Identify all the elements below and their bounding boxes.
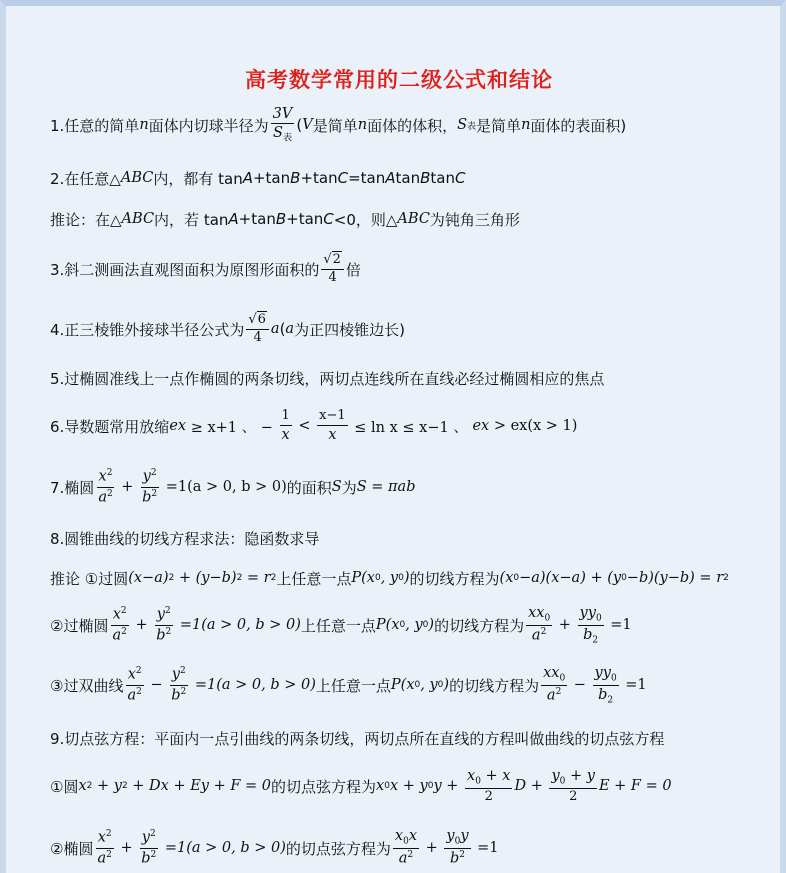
fraction: $\frac{x^2}{a^2}$ (98, 468, 113, 505)
numerator: x (112, 606, 121, 623)
text: tan (395, 169, 421, 187)
text: 7.椭圆 (50, 478, 95, 497)
denominator: 2 (569, 788, 578, 804)
math: A (228, 210, 239, 228)
numerator: y (156, 606, 165, 623)
denominator: b (142, 488, 152, 505)
numerator: 1 (280, 409, 292, 426)
subscript: 表 (467, 121, 477, 132)
math: + Dx + Ey + F = 0 (127, 778, 272, 794)
text: 的面积 (286, 478, 332, 497)
numerator: xx (543, 665, 560, 682)
text: ①圆 (50, 777, 79, 796)
math: A (242, 169, 253, 187)
math: a (285, 321, 295, 337)
fraction: $\frac{yy_0}{b_2}$ (594, 664, 617, 706)
numerator: 3V (271, 106, 295, 125)
denominator: b (598, 686, 608, 703)
text: 8.圆锥曲线的切线方程求法：隐函数求导 (50, 529, 320, 548)
math: C (454, 169, 466, 187)
math: > ex(x > 1) (489, 418, 578, 434)
text: 为 (341, 478, 357, 497)
math: (x (499, 570, 514, 586)
text: 为正四棱锥边长) (294, 320, 405, 339)
math: x (78, 778, 87, 794)
math: ) (428, 617, 435, 633)
formula-line-3 (50, 199, 520, 239)
fraction: $\frac{xx_0}{a^2}$ (528, 605, 551, 644)
math: − (145, 677, 168, 693)
text: 2.在任意△ (50, 169, 121, 188)
fraction: $\frac{x^2}{a^2}$ (127, 666, 142, 703)
math: =1(a > 0, b > 0) (160, 840, 286, 856)
denominator: a (127, 686, 137, 703)
text: +tan (252, 169, 291, 187)
fraction: $\frac{y^2}{b^2}$ (142, 468, 158, 505)
fraction: $\frac{x^2}{a^2}$ (97, 829, 112, 866)
fraction: $\frac{y_0 + y}{2}$ (551, 767, 595, 804)
numerator: x (98, 468, 107, 485)
math: P(x (390, 677, 415, 693)
formula-line-11: ②过椭圆 $\frac{x^2}{a^2}$ + $\frac{y^2}{b^2}$ =1(a > 0, b > 0) 上任意一点 P(x 0 , y 0 ) 的切线方程为 $\frac{xx_0}{a^2}$ + $\frac{yy_0}{b_2}$ =1 (50, 604, 632, 646)
math: x (376, 778, 385, 794)
math: B (275, 210, 287, 228)
fraction: $\frac{x_0 + x}{2}$ (467, 767, 511, 804)
denominator: 4 (253, 329, 262, 345)
math: , y (380, 570, 399, 586)
fraction: $\frac{y_0y}{b^2}$ (446, 828, 469, 867)
formula-line-5 (50, 309, 405, 349)
math: S (457, 117, 468, 133)
text: +tan (300, 169, 338, 187)
math: ≥ x+1 、 − (186, 419, 278, 436)
numerator: x (394, 828, 404, 845)
math: =1(a > 0, b > 0) (175, 617, 301, 633)
text: 是简单 (476, 116, 522, 135)
text: 内，若 tan (154, 210, 229, 229)
denominator: a (531, 627, 541, 644)
numerator: x−1 (317, 409, 348, 426)
fraction (271, 106, 295, 145)
math: P(x (375, 617, 400, 633)
formula-line-9 (50, 518, 319, 558)
text: 4.正三棱锥外接球半径公式为 (50, 320, 245, 339)
denominator: a (98, 488, 107, 505)
fraction: $\frac{√6}{4}$ (246, 313, 269, 346)
math: n (139, 117, 149, 133)
formula-line-4 (50, 249, 361, 289)
numerator: y (446, 828, 455, 845)
numerator: xx (528, 605, 545, 622)
fraction: $\frac{y^2}{b^2}$ (171, 666, 187, 703)
math: , y (405, 617, 423, 633)
formula-line-1 (50, 105, 626, 145)
text: 倍 (345, 260, 361, 279)
denominator: x (328, 426, 337, 443)
numerator: y (171, 666, 180, 683)
math: =1(a > 0, b > 0) (190, 677, 316, 693)
text: 为钝角三角形 (429, 210, 520, 229)
math: A (385, 169, 396, 187)
math: , y (420, 677, 438, 693)
math: + (554, 617, 576, 633)
text: 内，都有 tan (153, 169, 243, 188)
math: n (357, 117, 368, 133)
denominator: a (112, 626, 122, 643)
math: ) (443, 677, 450, 693)
numerator: + y (565, 767, 595, 784)
denominator: S (273, 125, 283, 142)
math: −b)(y−b) = r (626, 570, 724, 586)
text: 1.任意的简单 (50, 116, 140, 135)
math: E + F = 0 (598, 778, 672, 794)
text: +tan (286, 210, 324, 228)
fraction: $\frac{x^2}{a^2}$ (112, 606, 127, 643)
math: C (323, 210, 334, 228)
numerator: y (142, 468, 151, 485)
math: C (337, 169, 349, 187)
text: 是简单 (312, 116, 358, 135)
text: 上任意一点 (315, 676, 391, 695)
numerator: x (467, 767, 476, 784)
radicand: 6 (257, 311, 266, 327)
denominator: a (546, 687, 556, 704)
fraction: $\frac{yy_0}{b_2}$ (579, 604, 602, 646)
denominator: a (97, 849, 107, 866)
numerator: x (97, 829, 106, 846)
text: 6.导数题常用放缩 (50, 417, 170, 436)
math: S (331, 479, 342, 495)
math: x + y (389, 778, 428, 794)
denominator: b (449, 850, 460, 867)
text: 推论：在△ (50, 210, 122, 229)
math: −a)(x−a) + (y (519, 570, 622, 586)
text: tan (430, 169, 455, 187)
math: = r (242, 570, 271, 586)
math: + (130, 617, 153, 633)
denominator: a (398, 850, 408, 867)
math: B (290, 169, 301, 187)
math: =1 (620, 677, 647, 693)
numerator: yy (594, 664, 611, 681)
fraction: $\frac{xx_0}{a^2}$ (543, 665, 566, 704)
formula-line-6 (50, 358, 604, 398)
math: V (302, 117, 313, 133)
text: 面体的表面积) (530, 116, 627, 135)
denominator: x (281, 426, 290, 443)
numerator: + x (480, 767, 511, 784)
math: ABC (120, 170, 154, 186)
numerator: y (551, 767, 560, 784)
text: 的切线方程为 (449, 676, 540, 695)
fraction: $\frac{√2}{4}$ (321, 253, 344, 286)
math: + (421, 840, 443, 856)
math: (x−a) (128, 570, 169, 586)
math: + (y−b) (174, 570, 237, 586)
text: ②椭圆 (50, 839, 94, 858)
denominator: b (583, 626, 593, 643)
text: 9.切点弦方程：平面内一点引曲线的两条切线，两切点所在直线的方程叫做曲线的切点弦方程 (50, 729, 665, 748)
text: ( (279, 320, 286, 338)
fraction: $\frac{x_0x}{a^2}$ (394, 828, 418, 867)
math: ) (403, 570, 410, 586)
math: n (521, 117, 531, 133)
math: ABC (397, 211, 430, 227)
radicand: 2 (332, 251, 341, 267)
text: <0，则△ (333, 210, 398, 229)
text: =tan (348, 169, 386, 187)
math: D + (514, 778, 548, 794)
math: ≤ ln x ≤ x−1 、 (349, 419, 473, 436)
math: − (569, 677, 591, 693)
text: 5.过椭圆准线上一点作椭圆的两条切线，两切点连线所在直线必经过椭圆相应的焦点 (50, 369, 605, 388)
math: =1 (605, 617, 632, 633)
math: =1(a > 0, b > 0) (161, 479, 287, 495)
formula-line-7 (50, 406, 577, 446)
fraction: $\frac{y^2}{b^2}$ (141, 829, 157, 866)
denominator: b (141, 849, 151, 866)
text: 上任意一点 (300, 616, 376, 635)
denominator: b (171, 686, 181, 703)
fraction (317, 409, 348, 444)
math: e (169, 418, 178, 434)
fraction: $\frac{y^2}{b^2}$ (156, 606, 172, 643)
math: + (116, 479, 139, 495)
text: 上任意一点 (276, 569, 352, 588)
text: 推论 ①过圆 (50, 569, 129, 588)
text: 的切点弦方程为 (271, 777, 377, 796)
formula-line-10: 推论 ①过圆 (x−a) 2 + (y−b) 2 = r 2 上任意一点 P(x 0 , y 0 ) 的切线方程为 (x 0 −a)(x−a) + (y 0 −b)(y−b) = r 2 (50, 569, 729, 588)
math: y + (433, 778, 463, 794)
math: a (270, 321, 280, 337)
text: 的切点弦方程为 (285, 839, 391, 858)
denominator: b (156, 626, 166, 643)
numerator: x (127, 666, 136, 683)
denominator: 2 (484, 788, 493, 804)
math: S = πab (356, 479, 416, 495)
text: 的切线方程为 (409, 569, 500, 588)
math: < (293, 418, 316, 434)
text: ②过椭圆 (50, 616, 109, 635)
formula-line-8 (50, 467, 415, 507)
numerator: y (460, 828, 469, 845)
formula-line-2 (50, 158, 465, 198)
math: + (115, 840, 138, 856)
text: ( (296, 116, 303, 134)
superscript: x (481, 418, 490, 434)
text: ③过双曲线 (50, 676, 124, 695)
numerator: y (141, 829, 150, 846)
fraction (280, 409, 292, 444)
math: =1 (472, 840, 499, 856)
denominator: 4 (328, 269, 337, 285)
superscript: x (177, 418, 187, 434)
math: ABC (121, 211, 155, 227)
page-title: 高考数学常用的二级公式和结论 (245, 68, 553, 92)
math: e (472, 418, 482, 434)
text: 面体内切球半径为 (148, 116, 269, 135)
formula-line-14: ①圆 x 2 + y 2 + Dx + Ey + F = 0 的切点弦方程为 x 0 x + y 0 y + $\frac{x_0 + x}{2}$ D + $\frac{y_0 + y}{2}$ E + F = 0 (50, 767, 672, 804)
formula-line-15 (50, 828, 499, 868)
text: 面体的体积， (367, 116, 458, 135)
math: + y (92, 778, 122, 794)
math: B (420, 169, 431, 187)
formula-line-12: ③过双曲线 $\frac{x^2}{a^2}$ − $\frac{y^2}{b^2}$ =1(a > 0, b > 0) 上任意一点 P(x 0 , y 0 ) 的切线方程为 $\frac{xx_0}{a^2}$ − $\frac{yy_0}{b_2}$ =1 (50, 664, 647, 706)
numerator: x (408, 828, 418, 845)
text: +tan (238, 210, 276, 228)
numerator: yy (579, 604, 596, 621)
formula-line-13 (50, 718, 664, 758)
text: 3.斜二测画法直观图面积为原图形面积的 (50, 260, 320, 279)
text: 的切线方程为 (434, 616, 525, 635)
math: P(x (351, 570, 375, 586)
subscript: 表 (282, 133, 292, 144)
